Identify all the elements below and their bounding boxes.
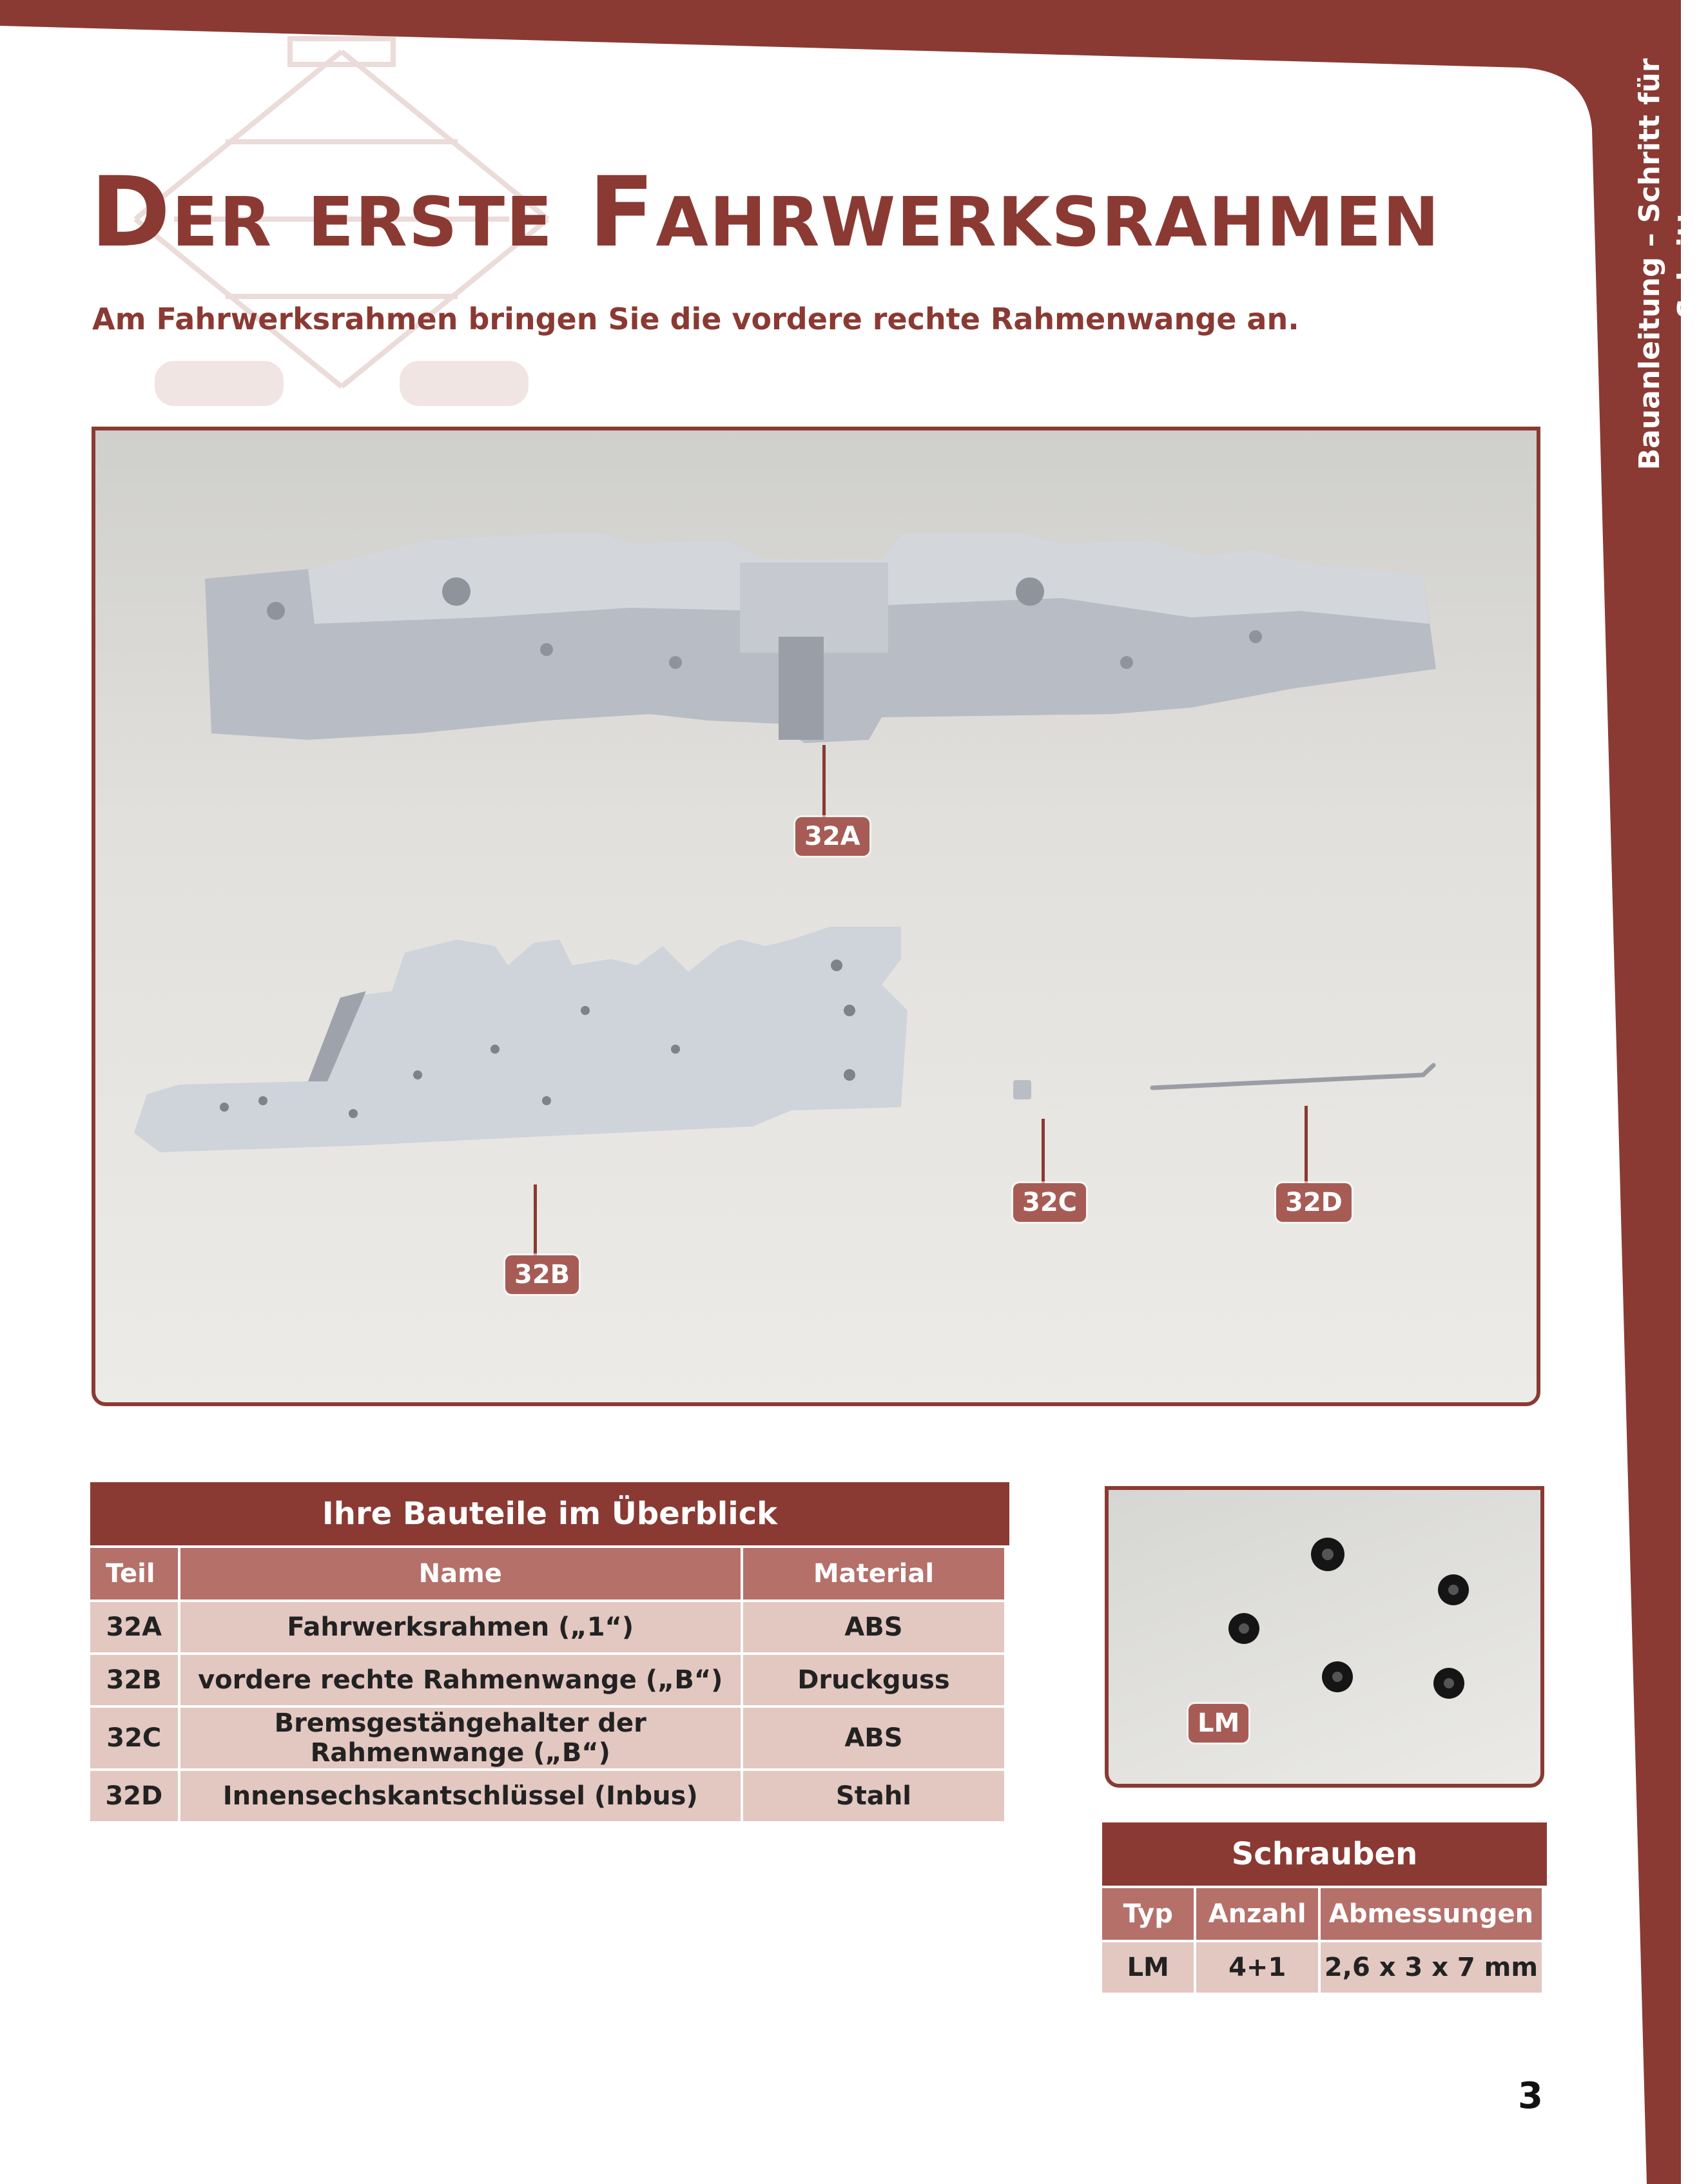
part-number: 32C — [90, 1708, 178, 1768]
part-name: Bremsgestängehalter der Rahmenwange („B“) — [180, 1708, 741, 1768]
part-name: Innensechskantschlüssel (Inbus) — [180, 1771, 741, 1821]
parts-overview-table — [90, 1482, 1009, 1824]
parts-photo-illustration — [95, 430, 1537, 1402]
screws-table-header-row — [1102, 1888, 1542, 1940]
label-32d: 32D — [1276, 1183, 1352, 1222]
parts-photo — [92, 427, 1540, 1406]
page-subtitle: Am Fahrwerksrahmen bringen Sie die vordere rechte Rahmenwange an. — [92, 302, 1299, 336]
hex-key-32d-shape — [1152, 1065, 1433, 1088]
leader-line-32b — [534, 1184, 537, 1262]
part-name: vordere rechte Rahmenwange („B“) — [180, 1655, 741, 1705]
label-32c: 32C — [1013, 1183, 1086, 1222]
side-plate-32b-shape — [134, 927, 907, 1152]
column-header-name: Name — [180, 1548, 741, 1599]
label-32a: 32A — [795, 817, 869, 856]
parts-table-heading: Ihre Bauteile im Überblick — [90, 1482, 1009, 1545]
part-material: ABS — [743, 1708, 1004, 1768]
table-row — [90, 1602, 1004, 1652]
part-number: 32B — [90, 1655, 178, 1705]
screws-illustration — [1109, 1490, 1540, 1784]
screws-table — [1102, 1822, 1547, 1995]
column-header-type: Typ — [1102, 1888, 1194, 1940]
label-lm: LM — [1189, 1704, 1248, 1743]
part-number: 32D — [90, 1771, 178, 1821]
leader-line-32c — [1042, 1119, 1045, 1190]
parts-table-header-row — [90, 1548, 1004, 1599]
screw-dimensions: 2,6 x 3 x 7 mm — [1321, 1942, 1542, 1993]
label-32b: 32B — [505, 1255, 579, 1294]
part-material: Stahl — [743, 1771, 1004, 1821]
part-material: ABS — [743, 1602, 1004, 1652]
part-material: Druckguss — [743, 1655, 1004, 1705]
page-title: Der erste Fahrwerksrahmen — [90, 157, 1441, 269]
part-number: 32A — [90, 1602, 178, 1652]
leader-line-32d — [1305, 1106, 1308, 1190]
bracket-32c-shape — [1013, 1080, 1031, 1099]
table-row — [90, 1771, 1004, 1821]
column-header-dimensions: Abmessungen — [1321, 1888, 1542, 1940]
table-row — [1102, 1942, 1542, 1993]
screw-type: LM — [1102, 1942, 1194, 1993]
column-header-part: Teil — [90, 1548, 178, 1599]
table-row — [90, 1655, 1004, 1705]
side-section-label: Bauanleitung – Schritt für Schritt — [1633, 58, 1705, 470]
part-name: Fahrwerksrahmen („1“) — [180, 1602, 741, 1652]
table-row — [90, 1708, 1004, 1768]
screw-count: 4+1 — [1196, 1942, 1318, 1993]
leader-line-32a — [822, 745, 826, 822]
frame-32a-shape — [205, 534, 1436, 743]
column-header-count: Anzahl — [1196, 1888, 1318, 1940]
screws-photo — [1105, 1486, 1544, 1788]
column-header-material: Material — [743, 1548, 1004, 1599]
page-number: 3 — [1518, 2075, 1543, 2117]
screws-table-heading: Schrauben — [1102, 1822, 1547, 1886]
